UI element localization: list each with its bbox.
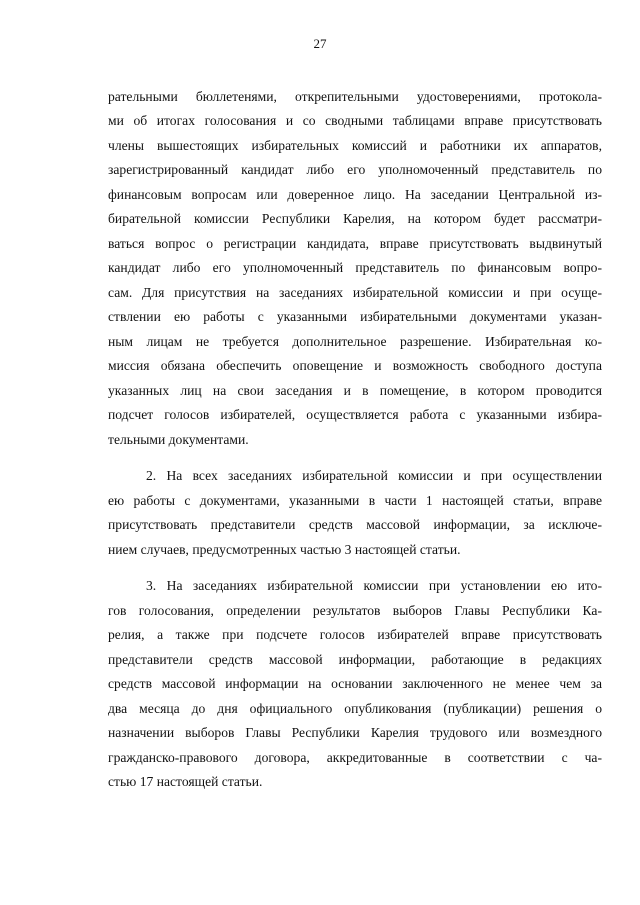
text-line: финансовым вопросам или доверенное лицо. На заседании Центральной из- <box>108 187 602 202</box>
text-line: сам. Для присутствия на заседаниях избирательной комиссии и при осуще- <box>108 285 602 300</box>
text-line: указанных лиц на свои заседания и в помещение, в котором проводится <box>108 383 602 398</box>
text-line: гражданско-правового договора, аккредитованные в соответствии с ча- <box>108 750 602 765</box>
text-line: ею работы с документами, указанными в части 1 настоящей статьи, вправе <box>108 493 602 508</box>
text-line: рательными бюллетенями, открепительными удостоверениями, протокола- <box>108 89 602 104</box>
page-number: 27 <box>313 36 327 51</box>
text-line: ным лицам не требуется дополнительное разрешение. Избирательная ко- <box>108 334 602 349</box>
text-line: два месяца до дня официального опубликования (публикации) решения о <box>108 701 602 716</box>
text-line: 3. На заседаниях избирательной комиссии при установлении ею ито- <box>146 578 602 593</box>
text-line: релия, а также при подсчете голосов избирателей вправе присутствовать <box>108 627 602 642</box>
text-line: назначении выборов Главы Республики Карелия трудового или возмездного <box>108 725 602 740</box>
text-line: члены вышестоящих избирательных комиссий и работники их аппаратов, <box>108 138 602 153</box>
text-line: кандидат либо его уполномоченный представитель по финансовым вопро- <box>108 260 602 275</box>
text-line: нием случаев, предусмотренных частью 3 настоящей статьи. <box>108 542 461 557</box>
text-line: средств массовой информации на основании заключенного не менее чем за <box>108 676 602 691</box>
text-line: бирательной комиссии Республики Карелия, на котором будет рассматри- <box>108 211 602 226</box>
text-line: присутствовать представители средств массовой информации, за исключе- <box>108 517 602 532</box>
text-line: гов голосования, определении результатов выборов Главы Республики Ка- <box>108 603 602 618</box>
text-line: зарегистрированный кандидат либо его уполномоченный представитель по <box>108 162 602 177</box>
text-line: представители средств массовой информации, работающие в редакциях <box>108 652 602 667</box>
text-line: ваться вопрос о регистрации кандидата, вправе присутствовать выдвинутый <box>108 236 602 251</box>
text-line: стью 17 настоящей статьи. <box>108 774 263 789</box>
text-line: подсчет голосов избирателей, осуществляется работа с указанными избира- <box>108 407 602 422</box>
text-line: ствлении ею работы с указанными избирательными документами указан- <box>108 309 602 324</box>
text-line: ми об итогах голосования и со сводными таблицами вправе присутствовать <box>108 113 602 128</box>
text-line: 2. На всех заседаниях избирательной комиссии и при осуществлении <box>146 468 602 483</box>
text-line: миссия обязана обеспечить оповещение и возможность свободного доступа <box>108 358 602 373</box>
text-line: тельными документами. <box>108 432 249 447</box>
